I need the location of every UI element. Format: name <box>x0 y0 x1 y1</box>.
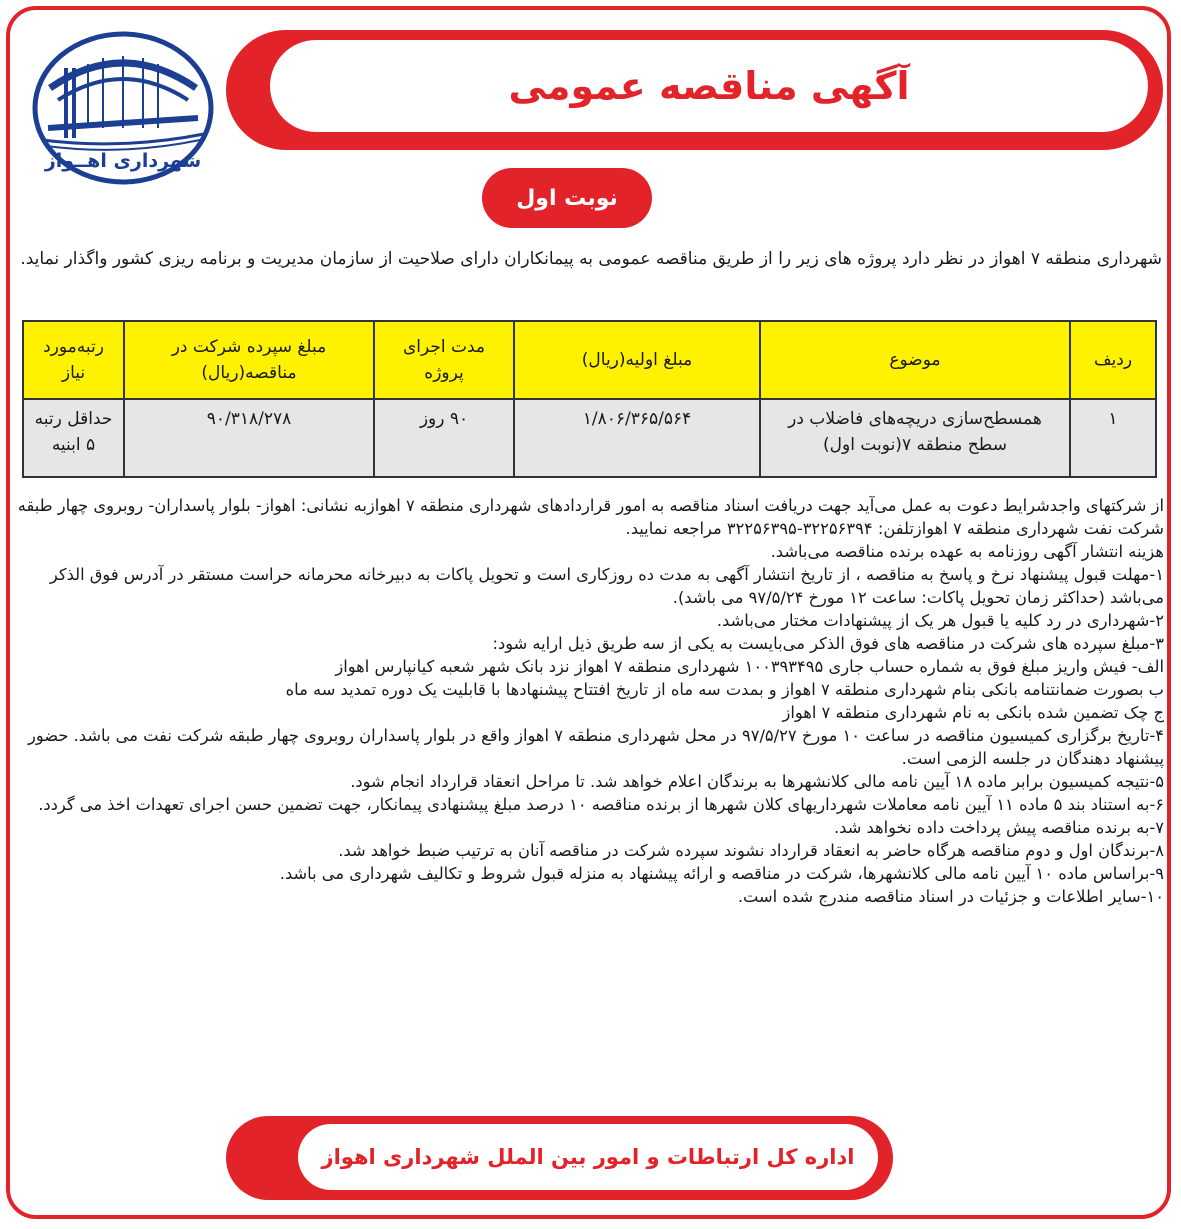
body-line: هزینه انتشار آگهی روزنامه به عهده برنده مناقصه می‌باشد. <box>770 542 1164 561</box>
cell-duration: ۹۰ روز <box>374 399 514 477</box>
conditions-body <box>8 494 1164 908</box>
cell-grade: حداقل رتبه ۵ ابنیه <box>23 399 124 477</box>
body-line: ۲-شهرداری در رد کلیه یا قبول هر یک از پیشنهادات مختار می‌باشد. <box>716 611 1164 630</box>
round-badge <box>482 168 652 228</box>
table-row <box>23 399 1156 477</box>
cell-initial-amount: ۱/۸۰۶/۳۶۵/۵۶۴ <box>514 399 760 477</box>
col-header-grade: رتبه‌مورد نیاز <box>23 321 124 399</box>
page-title: آگهی مناقصه عمومی <box>508 64 910 108</box>
body-line: ۱-مهلت قبول پیشنهاد نرخ و پاسخ به مناقصه ، از تاریخ انتشار آگهی به مدت ده روزکاری است و تحویل پاکات به دبیرخانه محرمانه حراست مستقر در آدرس فوق الذکر می‌باشد (حداکثر زمان تحویل پاکات: ساعت ۱۲ مورخ ۹۷/۵/۲۴ می باشد). <box>49 565 1164 607</box>
logo-caption: شهرداری اهــواز <box>44 150 202 172</box>
intro-paragraph: شهرداری منطقه ۷ اهواز در نظر دارد پروژه های زیر را از طریق مناقصه عمومی به پیمانکاران دارای صلاحیت از سازمان مدیریت و برنامه ریزی کشور واگذار نماید. <box>20 249 1162 269</box>
title-pill <box>270 40 1148 132</box>
round-label: نوبت اول <box>516 185 618 211</box>
body-line: الف- فیش واریز مبلغ فوق به شماره حساب جاری ۱۰۰۳۹۳۴۹۵ شهرداری منطقه ۷ اهواز نزد بانک شهر شعبه کیانپارس اهواز <box>335 657 1164 676</box>
footer-pill <box>298 1124 878 1190</box>
cell-deposit: ۹۰/۳۱۸/۲۷۸ <box>124 399 374 477</box>
col-header-initial-amount: مبلغ اولیه(ریال) <box>514 321 760 399</box>
body-line: ۵-نتیجه کمیسیون برابر ماده ۱۸ آیین نامه مالی کلانشهرها به برندگان اعلام خواهد شد. تا مراحل انعقاد قرارداد انجام شود. <box>350 772 1164 791</box>
col-header-duration: مدت اجرای پروژه <box>374 321 514 399</box>
body-line: ۸-برندگان اول و دوم مناقصه هرگاه حاضر به انعقاد قرارداد نشوند سپرده شرکت در مناقصه آنان به ترتیب ضبط خواهد شد. <box>338 841 1164 860</box>
col-header-deposit: مبلغ سپرده شرکت در مناقصه(ریال) <box>124 321 374 399</box>
body-line: ۹-براساس ماده ۱۰ آیین نامه مالی کلانشهرها، شرکت در مناقصه و ارائه پیشنهاد به منزله قبول شروط و تکالیف شهرداری می باشد. <box>279 864 1164 883</box>
body-line: ۶-به استناد بند ۵ ماده ۱۱ آیین نامه معاملات شهرداریهای کلان شهرها از برنده مناقصه ۱۰ درصد مبلغ پیشنهادی پیمانکار، جهت تضمین حسن اجرای تعهدات اخذ می گردد. <box>38 795 1164 814</box>
table-header-row <box>23 321 1156 399</box>
body-line: از شرکتهای واجدشرایط دعوت به عمل می‌آید جهت دریافت اسناد مناقصه به امور قراردادهای شهرداری منطقه ۷ اهوازبه نشانی: اهواز- بلوار پاسداران- روبروی چهار طبقه شرکت نفت شهرداری منطقه ۷ اهوازتلفن: ۳۲۲۵۶۳۹۴-۳۲۲۵۶۳۹۵ مراجعه نمایید. <box>17 496 1164 538</box>
body-line: ۱۰-سایر اطلاعات و جزئیات در اسناد مناقصه مندرج شده است. <box>737 887 1164 906</box>
body-line: ج چک تضمین شده بانکی به نام شهرداری منطقه ۷ اهواز <box>782 703 1164 722</box>
body-line: ب بصورت ضمانتنامه بانکی بنام شهرداری منطقه ۷ اهواز و بمدت سه ماه از تاریخ افتتاح پیشنهادها با قابلیت یک دوره تمدید سه ماه <box>285 680 1164 699</box>
col-header-subject: موضوع <box>760 321 1070 399</box>
footer-text: اداره کل ارتباطات و امور بین الملل شهرداری اهواز <box>321 1145 855 1169</box>
body-line: ۷-به برنده مناقصه پیش پرداخت داده نخواهد شد. <box>833 818 1164 837</box>
tender-table <box>22 320 1157 478</box>
body-line: ۴-تاریخ برگزاری کمیسیون مناقصه در ساعت ۱۰ مورخ ۹۷/۵/۲۷ در محل شهرداری منطقه ۷ اهواز واقع در بلوار پاسداران روبروی چهار طبقه شرکت نفت می باشد. حضور پیشنهاد دهندگان در جلسه الزمی است. <box>27 726 1164 768</box>
cell-row-number: ۱ <box>1070 399 1156 477</box>
body-line: ۳-مبلغ سپرده های شرکت در مناقصه های فوق الذکر می‌بایست به یکی از سه طریق ذیل ارایه شود: <box>492 634 1164 653</box>
bridge-logo-icon <box>28 28 218 198</box>
col-header-row: ردیف <box>1070 321 1156 399</box>
cell-subject: همسطح‌سازی دریچه‌های فاضلاب در سطح منطقه ۷(نوبت اول) <box>760 399 1070 477</box>
